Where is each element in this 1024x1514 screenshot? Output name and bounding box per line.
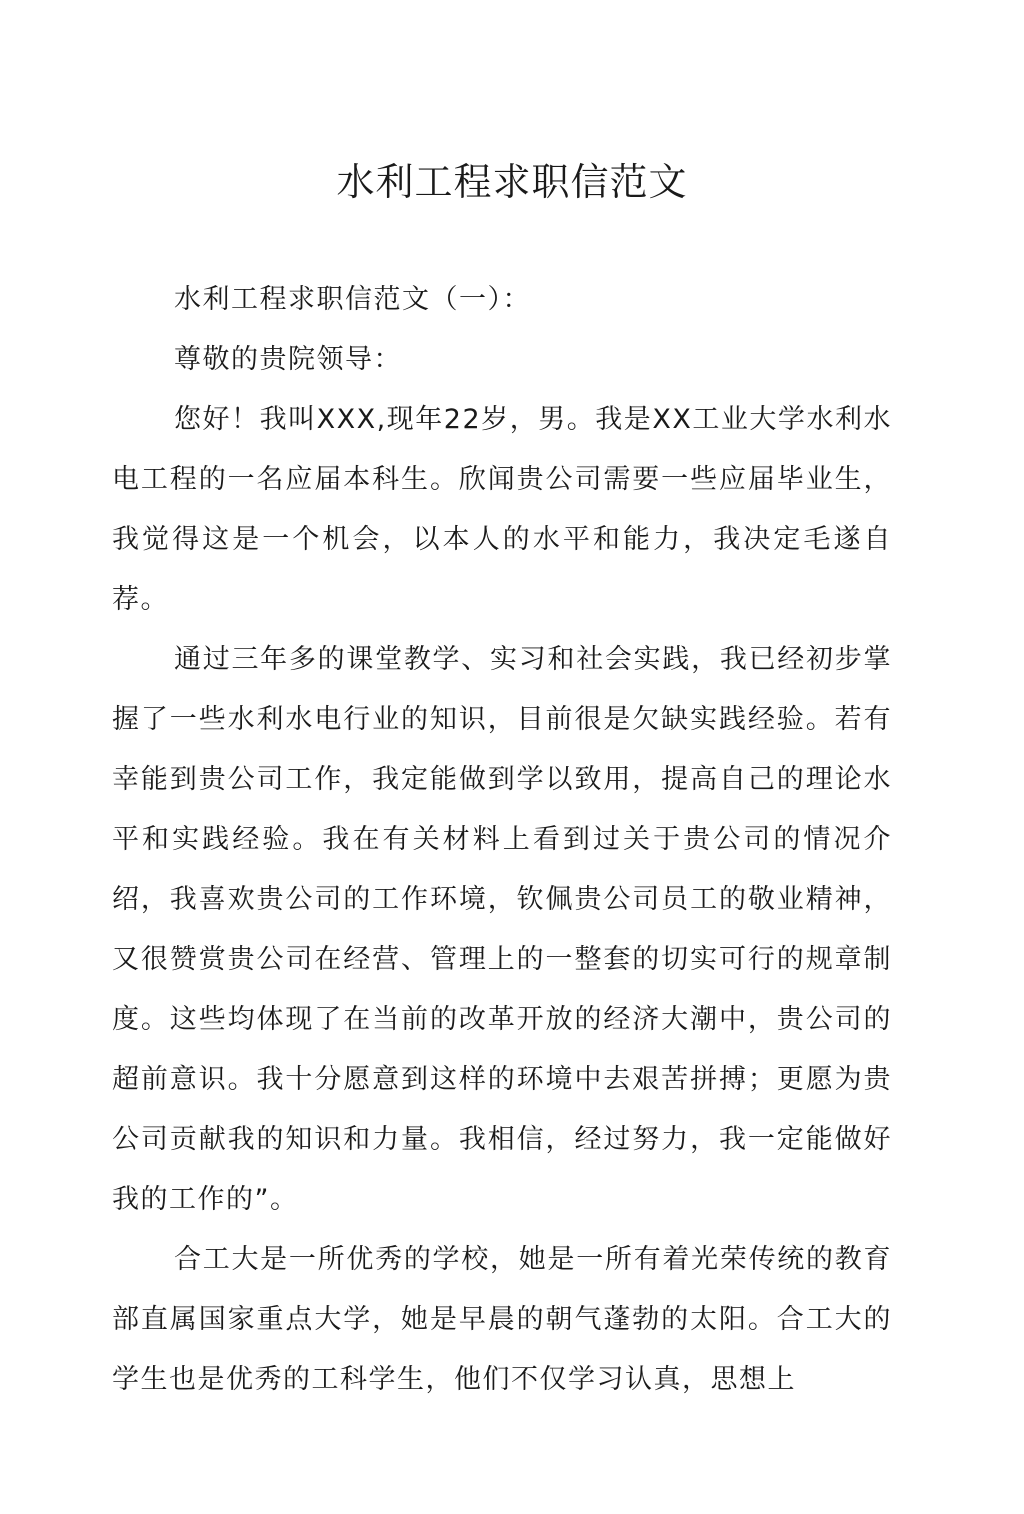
paragraph-school: 合工大是一所优秀的学校，她是一所有着光荣传统的教育部直属国家重点大学，她是早晨的朝气蓬勃的太阳。合工大的学生也是优秀的工科学生，他们不仅学习认真，思想上 [112,1244,892,1395]
document-title: 水利工程求职信范文 [336,160,688,204]
paragraph-intro: 您好！我叫XXX,现年22岁，男。我是XX工业大学水利水电工程的一名应届本科生。欣闻贵公司需要一些应届毕业生，我觉得这是一个机会，以本人的水平和能力，我决定毛遂自荐。 [112,404,892,615]
salutation: 尊敬的贵院领导： [174,344,402,375]
paragraph-experience: 通过三年多的课堂教学、实习和社会实践，我已经初步掌握了一些水利水电行业的知识，目前很是欠缺实践经验。若有幸能到贵公司工作，我定能做到学以致用，提高自己的理论水平和实践经验。我在有关材料上看到过关于贵公司的情况介绍，我喜欢贵公司的工作环境，钦佩贵公司员工的敬业精神，又很赞赏贵公司在经营、管理上的一整套的切实可行的规章制度。这些均体现了在当前的改革开放的经济大潮中，贵公司的超前意识。我十分愿意到这样的环境中去艰苦拼搏；更愿为贵公司贡献我的知识和力量。我相信，经过努力，我一定能做好我的工作的”。 [112,644,892,1215]
document-body [112,270,892,1410]
section-heading: 水利工程求职信范文（一）： [174,284,531,315]
